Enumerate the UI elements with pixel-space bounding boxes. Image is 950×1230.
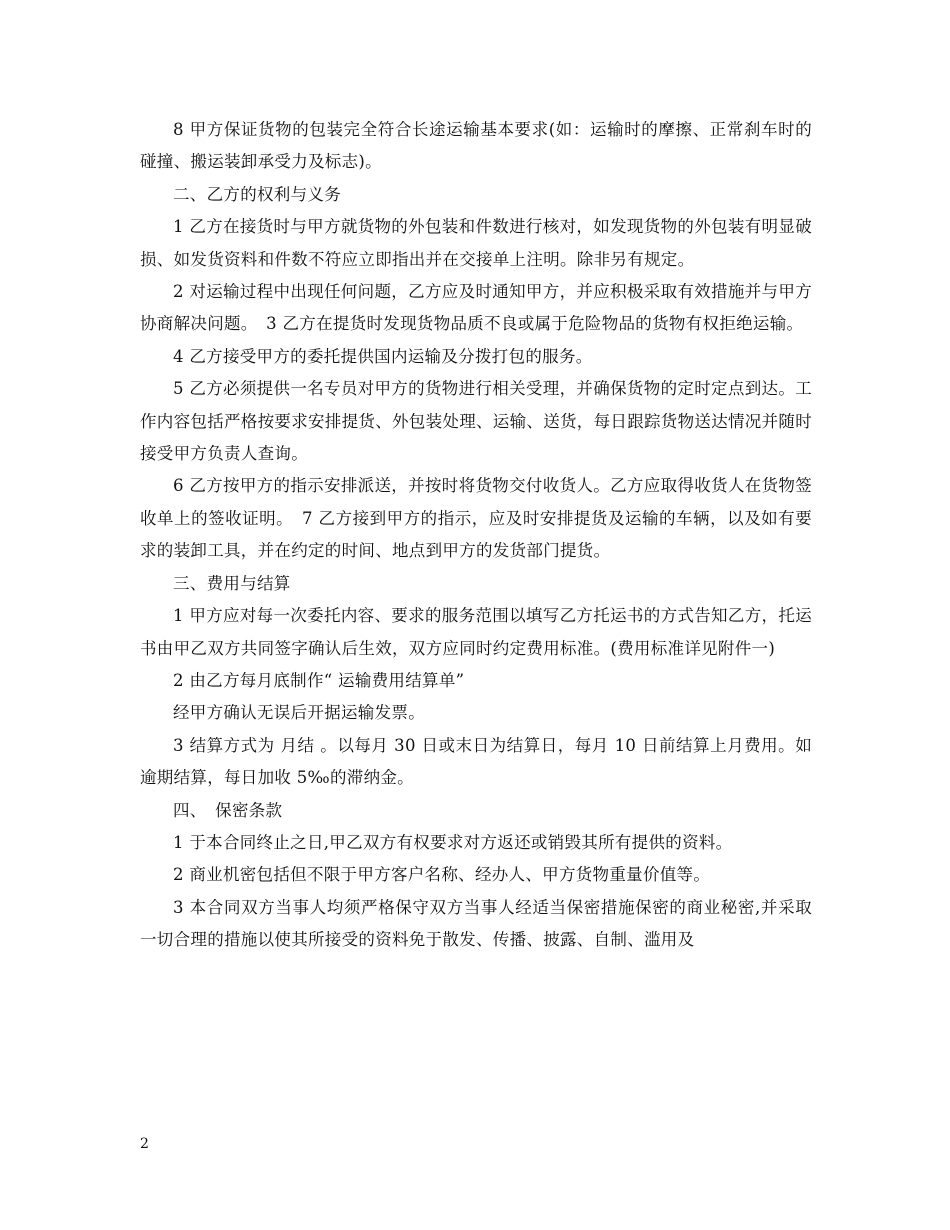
paragraph-b-6-7: 6 乙方按甲方的指示安排派送，并按时将货物交付收货人。乙方应取得收货人在货物签收单上的签收证明。 7 乙方接到甲方的指示，应及时安排提货及运输的车辆，以及如有要求的装卸工具，并在约定的时间、地点到甲方的发货部门提货。 [140,476,812,561]
section-heading-confidentiality: 四、 保密条款 [173,800,283,820]
paragraph-fee-3: 3 结算方式为 月结 。以每月 30 日或末日为结算日，每月 10 日前结算上月费用。如逾期结算，每日加收 5‰的滞纳金。 [140,735,812,788]
paragraph-fee-2: 2 由乙方每月底制作“ 运输费用结算单” [173,670,465,690]
section-heading-fees-settlement: 三、费用与结算 [173,573,291,593]
paragraph-b-1: 1 乙方在接货时与甲方就货物的外包装和件数进行核对，如发现货物的外包装有明显破损、如发货资料和件数不符应立即指出并在交接单上注明。除非另有规定。 [140,217,812,269]
paragraph-item-8: 8 甲方保证货物的包装完全符合长途运输基本要求(如：运输时的摩擦、正常刹车时的碰撞、搬运装卸承受力及标志)。 [140,120,812,172]
paragraph-fee-1: 1 甲方应对每一次委托内容、要求的服务范围以填写乙方托运书的方式告知乙方，托运书由甲乙双方共同签字确认后生效，双方应同时约定费用标准。(费用标准详见附件一) [140,606,812,658]
paragraph-b-2-3: 2 对运输过程中出现任何问题，乙方应及时通知甲方，并应积极采取有效措施并与甲方协商解决问题。 3 乙方在提货时发现货物品质不良或属于危险物品的货物有权拒绝运输。 [140,282,812,334]
page-number: 2 [140,1136,149,1152]
document-body [140,114,812,957]
section-heading-party-b-rights: 二、乙方的权利与义务 [173,184,341,204]
paragraph-b-5: 5 乙方必须提供一名专员对甲方的货物进行相关受理，并确保货物的定时定点到达。工作内容包括严格按要求安排提货、外包装处理、运输、送货，每日跟踪货物送达情况并随时接受甲方负责人查询。 [140,379,812,464]
paragraph-conf-2: 2 商业机密包括但不限于甲方客户名称、经办人、甲方货物重量价值等。 [173,865,711,885]
paragraph-fee-2-cont: 经甲方确认无误后开据运输发票。 [173,703,425,723]
paragraph-b-4: 4 乙方接受甲方的委托提供国内运输及分拨打包的服务。 [173,346,593,366]
paragraph-conf-3: 3 本合同双方当事人均须严格保守双方当事人经适当保密措施保密的商业秘密,并采取一切合理的措施以使其所接受的资料免于散发、传播、披露、自制、滥用及 [140,897,812,950]
paragraph-conf-1: 1 于本合同终止之日,甲乙双方有权要求对方返还或销毁其所有提供的资料。 [173,832,733,852]
